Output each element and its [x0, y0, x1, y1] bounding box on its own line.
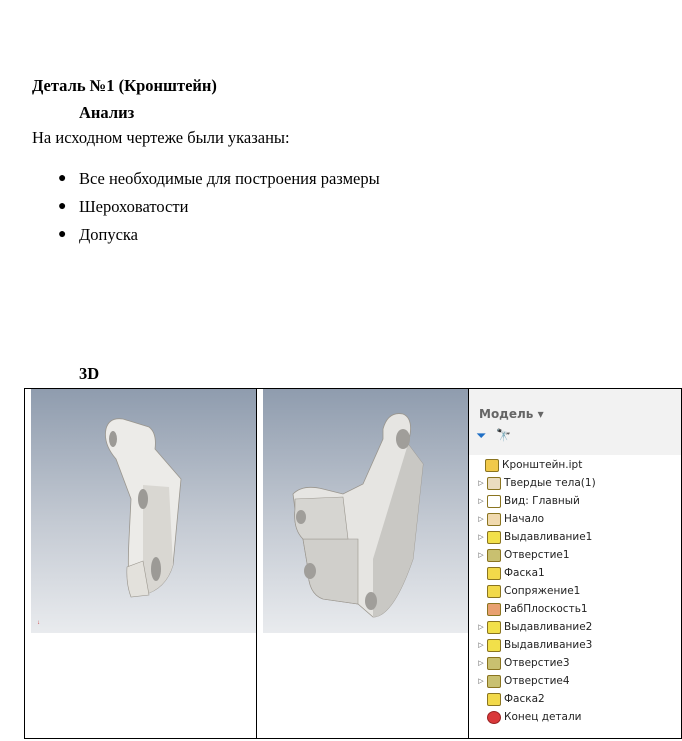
folder-icon	[487, 513, 501, 526]
filter-icon[interactable]: ⏷	[476, 429, 487, 444]
tree-item[interactable]	[475, 619, 592, 635]
bracket-render-iso	[263, 389, 468, 633]
tree-item[interactable]	[475, 637, 592, 653]
expand-arrow-icon[interactable]: ▷	[478, 551, 484, 559]
tree-item[interactable]	[475, 655, 570, 671]
expand-arrow-icon[interactable]: ▷	[478, 623, 484, 631]
expand-arrow-icon[interactable]: ▷	[478, 497, 484, 505]
bullet-icon: ●	[58, 227, 67, 242]
chamfer-icon	[487, 693, 501, 706]
expand-arrow-icon[interactable]: ▷	[478, 677, 484, 685]
tree-item[interactable]	[475, 475, 596, 491]
tree-item[interactable]	[475, 565, 545, 581]
work-plane-icon	[487, 603, 501, 616]
tree-item-label: Вид: Главный	[504, 495, 580, 507]
model-dropdown[interactable]: Модель ▾	[479, 407, 544, 421]
part-icon	[485, 459, 499, 472]
bullet-icon: ●	[58, 171, 67, 186]
expand-arrow-icon[interactable]: ▷	[478, 533, 484, 541]
tree-item-label: Кронштейн.ipt	[502, 459, 583, 471]
bullet-item: Шероховатости	[79, 197, 189, 216]
bullet-item: Все необходимые для построения размеры	[79, 169, 380, 188]
section-heading-analysis: Анализ	[79, 103, 135, 122]
svg-text:↓: ↓	[37, 620, 40, 626]
extrude-icon	[487, 531, 501, 544]
hole-icon	[487, 549, 501, 562]
bracket-render-side	[31, 389, 256, 633]
tree-item[interactable]	[475, 673, 570, 689]
binoculars-icon[interactable]: 🔭	[496, 428, 511, 442]
fillet-icon	[487, 585, 501, 598]
expand-arrow-icon[interactable]: ▷	[478, 515, 484, 523]
intro-paragraph: На исходном чертеже были указаны:	[32, 128, 290, 147]
tree-item-label: Выдавливание1	[504, 531, 593, 543]
solid-bodies-icon	[487, 477, 501, 490]
tree-item[interactable]	[475, 547, 570, 563]
tree-item-label: Выдавливание2	[504, 621, 593, 633]
tree-item-label: Отверстие3	[504, 657, 570, 669]
hole-icon	[487, 657, 501, 670]
bullet-icon: ●	[58, 199, 67, 214]
tree-item-label: Конец детали	[504, 711, 582, 723]
tree-item-label: Выдавливание3	[504, 639, 593, 651]
bullet-item: Допуска	[79, 225, 138, 244]
chamfer-icon	[487, 567, 501, 580]
tree-item[interactable]	[475, 709, 582, 725]
extrude-icon	[487, 639, 501, 652]
tree-item-label: Начало	[504, 513, 545, 525]
tree-item[interactable]	[485, 457, 582, 473]
extrude-icon	[487, 621, 501, 634]
page-title: Деталь №1 (Кронштейн)	[32, 76, 217, 95]
tree-item[interactable]	[475, 529, 592, 545]
tree-item-label: РабПлоскость1	[504, 603, 588, 615]
expand-arrow-icon[interactable]: ▷	[478, 479, 484, 487]
tree-item-label: Сопряжение1	[504, 585, 581, 597]
model-browser-cell	[469, 389, 682, 739]
tree-item[interactable]	[475, 691, 545, 707]
tree-item[interactable]	[475, 511, 544, 527]
tree-item-label: Отверстие1	[504, 549, 570, 561]
tree-item-label: Фаска2	[504, 693, 545, 705]
tree-item-label: Твердые тела(1)	[504, 477, 596, 489]
tree-item-label: Отверстие4	[504, 675, 570, 687]
view-cell-2	[257, 389, 469, 739]
tree-item[interactable]	[475, 493, 580, 509]
model-browser-panel	[469, 389, 681, 738]
tree-item-label: Фаска1	[504, 567, 545, 579]
hole-icon	[487, 675, 501, 688]
tree-item[interactable]	[475, 583, 580, 599]
view-cell-1	[25, 389, 257, 739]
3d-views-table	[24, 388, 682, 739]
view-icon	[487, 495, 501, 508]
expand-arrow-icon[interactable]: ▷	[478, 659, 484, 667]
section-heading-3d: 3D	[79, 364, 100, 383]
end-of-part-icon	[487, 711, 501, 724]
tree-item[interactable]	[475, 601, 588, 617]
expand-arrow-icon[interactable]: ▷	[478, 641, 484, 649]
